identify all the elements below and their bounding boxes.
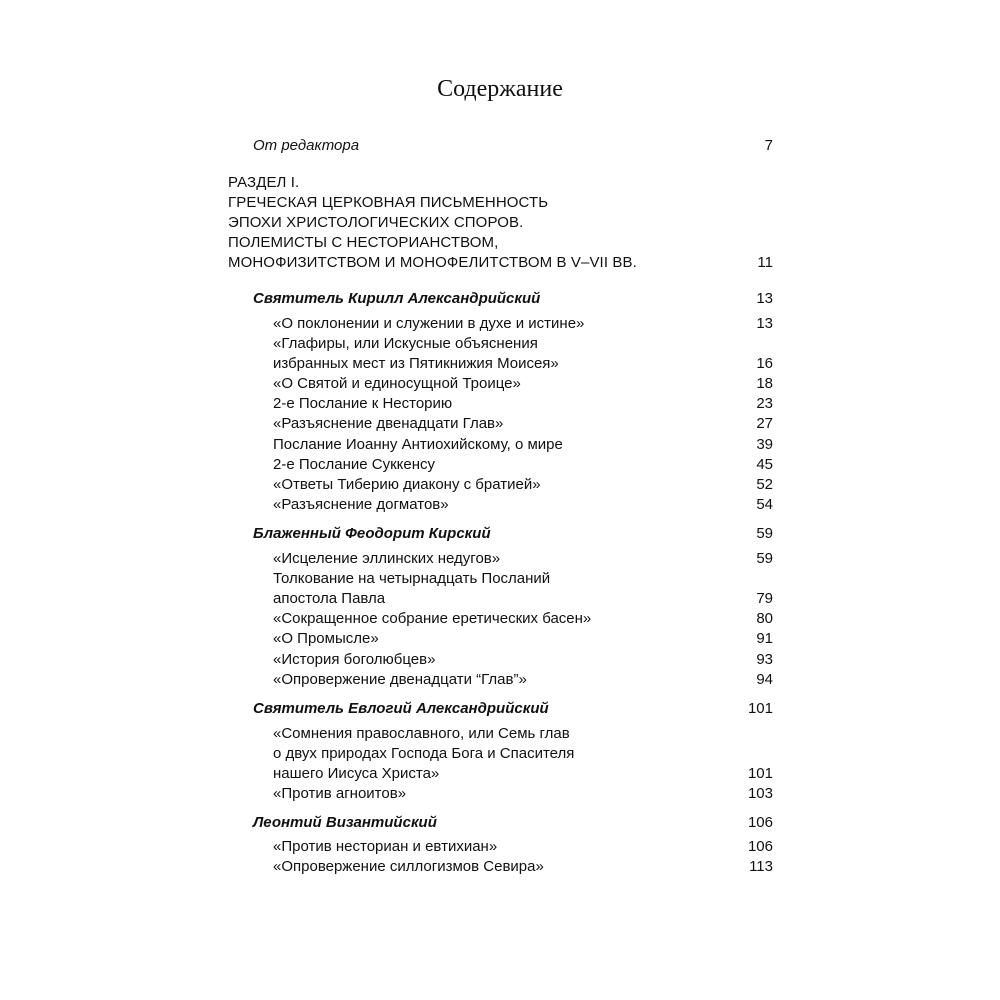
section-heading-line: ГРЕЧЕСКАЯ ЦЕРКОВНАЯ ПИСЬМЕННОСТЬ: [228, 194, 549, 211]
section-page: 11: [757, 254, 773, 271]
toc-editor-page: 7: [764, 137, 773, 154]
toc-entry-line: нашего Иисуса Христа»: [273, 765, 440, 782]
toc-entry-page: 13: [756, 315, 773, 332]
toc-entry-line: «Против несториан и евтихиан»: [273, 838, 498, 855]
toc-entry-line: «О Святой и единосущной Троице»: [273, 375, 521, 392]
toc-entry-line: «Ответы Тиберию диакону с братией»: [273, 476, 541, 493]
toc-author-page: 13: [756, 290, 773, 307]
toc-entry-line: 2-е Послание Суккенсу: [273, 456, 435, 473]
toc-author-page: 106: [747, 814, 773, 831]
toc-author-page: 59: [756, 525, 773, 542]
toc-entry-page: 27: [756, 415, 773, 432]
toc-entry-page: 113: [749, 858, 773, 875]
toc-entry-line: Послание Иоанну Антиохийскому, о мире: [273, 436, 563, 453]
toc-entry-line: «Опровержение силлогизмов Севира»: [273, 858, 544, 875]
toc-entry-line: «Сокращенное собрание еретических басен»: [273, 610, 592, 627]
toc-entry-page: 45: [756, 456, 773, 473]
section-heading-line: МОНОФИЗИТСТВОМ И МОНОФЕЛИТСТВОМ В V–VII ВВ.: [228, 254, 637, 271]
toc-entry-line: избранных мест из Пятикнижия Моисея»: [273, 355, 559, 372]
toc-author-page: 101: [747, 700, 773, 717]
toc-entry-page: 80: [756, 610, 773, 627]
toc-entry-page: 18: [756, 375, 773, 392]
toc-entry-page: 59: [756, 550, 773, 567]
toc-author: Леонтий Византийский: [253, 814, 437, 831]
toc-author: Святитель Евлогий Александрийский: [253, 700, 549, 717]
toc-entry-page: 91: [756, 630, 773, 647]
section-heading-line: ЭПОХИ ХРИСТОЛОГИЧЕСКИХ СПОРОВ.: [228, 214, 524, 231]
toc-entry-line: «Опровержение двенадцати “Глав”»: [273, 671, 527, 688]
toc-entry-line: о двух природах Господа Бога и Спасителя: [273, 745, 575, 762]
toc-entry-line: «Глафиры, или Искусные объяснения: [273, 335, 538, 352]
toc-entry-line: «Исцеление эллинских недугов»: [273, 550, 501, 567]
toc-entry-line: «История боголюбцев»: [273, 651, 436, 668]
toc-entry-page: 94: [756, 671, 773, 688]
toc-entry-page: 79: [756, 590, 773, 607]
toc-entry-page: 101: [747, 765, 773, 782]
section-heading-line: РАЗДЕЛ I.: [228, 174, 300, 191]
toc-entry-page: 23: [756, 395, 773, 412]
toc-entry-line: «Сомнения православного, или Семь глав: [273, 725, 570, 742]
toc-entry-page: 54: [756, 496, 773, 513]
toc-entry-page: 106: [747, 838, 773, 855]
toc-entry-page: 52: [756, 476, 773, 493]
toc-entry-line: «О поклонении и служении в духе и истине»: [273, 315, 585, 332]
toc-entry-page: 39: [756, 436, 773, 453]
toc-author: Блаженный Феодорит Кирский: [253, 525, 491, 542]
toc-entry-line: апостола Павла: [273, 590, 386, 607]
toc-entry-line: «Разъяснение двенадцати Глав»: [273, 415, 504, 432]
page-title: Содержание: [437, 76, 563, 102]
toc-author: Святитель Кирилл Александрийский: [253, 290, 541, 307]
toc-entry-page: 16: [756, 355, 773, 372]
toc-entry-page: 103: [747, 785, 773, 802]
toc-entry-line: 2-е Послание к Несторию: [273, 395, 453, 412]
toc-entry-line: «Разъяснение догматов»: [273, 496, 449, 513]
toc-entry-line: «Против агноитов»: [273, 785, 407, 802]
toc-entry-line: Толкование на четырнадцать Посланий: [273, 570, 551, 587]
toc-editor-label: От редактора: [253, 137, 360, 154]
toc-entry-line: «О Промысле»: [273, 630, 379, 647]
toc-entry-page: 93: [756, 651, 773, 668]
section-heading-line: ПОЛЕМИСТЫ С НЕСТОРИАНСТВОМ,: [228, 234, 499, 251]
